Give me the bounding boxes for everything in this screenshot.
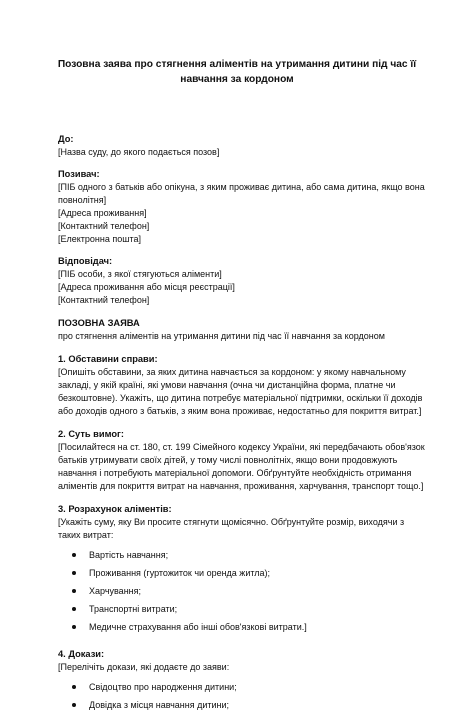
- section-heading: 1. Обставини справи:: [58, 354, 158, 364]
- section-line: навчання і потребують матеріальної допомоги. Обґрунтуйте необхідність отримання: [58, 468, 412, 478]
- to-heading: До:: [58, 134, 74, 144]
- plaintiff-block: [58, 168, 428, 246]
- section-evidence: [58, 648, 428, 712]
- list-item: Проживання (гуртожиток чи оренда житла);: [58, 567, 428, 580]
- plaintiff-address: [Адреса проживання]: [58, 208, 147, 218]
- section-line: або доходів одного з батьків, з яким вона проживає, недостатньо для покриття витрат.]: [58, 406, 422, 416]
- defendant-name: [ПІБ особи, з якої стягуються аліменти]: [58, 269, 222, 279]
- title-line-2: навчання за кордоном: [180, 74, 294, 85]
- defendant-phone: [Контактний телефон]: [58, 295, 150, 305]
- plaintiff-heading: Позивач:: [58, 169, 100, 179]
- claim-block: [58, 317, 428, 343]
- section-line: батьків утримувати своїх дітей, у тому числі повнолітніх, якщо вони продовжують: [58, 455, 398, 465]
- list-item: Вартість навчання;: [58, 549, 428, 562]
- section-line: таких витрат:: [58, 530, 114, 540]
- section-line: аліментів для покриття витрат на навчання, проживання, харчування, транспорт тощо.]: [58, 481, 424, 491]
- section-line: безкоштовне). Укажіть, що дитина потребує матеріальної підтримки, оскільки її доходів: [58, 393, 423, 403]
- claim-heading: ПОЗОВНА ЗАЯВА: [58, 318, 140, 328]
- section-calculation: [58, 503, 428, 634]
- section-line: [Перелічіть докази, які додаєте до заяви:: [58, 662, 230, 672]
- plaintiff-name-line-2: повнолітня]: [58, 195, 107, 205]
- document-body: [58, 133, 428, 717]
- claim-subtitle: про стягнення аліментів на утримання дитини під час її навчання за кордоном: [58, 331, 385, 341]
- list-item: Довідка з місця навчання дитини;: [58, 699, 428, 712]
- section-circumstances: [58, 353, 428, 418]
- plaintiff-name-line-1: [ПІБ одного з батьків або опікуна, з яким проживає дитина, або сама дитина, якщо вона: [58, 182, 425, 192]
- section-demands: [58, 428, 428, 493]
- list-item: Транспортні витрати;: [58, 603, 428, 616]
- evidence-list: [58, 681, 428, 712]
- defendant-heading: Відповідач:: [58, 256, 113, 266]
- list-item: Харчування;: [58, 585, 428, 598]
- title-line-1: Позовна заява про стягнення аліментів на утримання дитини під час її: [57, 59, 417, 70]
- court-name: [Назва суду, до якого подається позов]: [58, 147, 220, 157]
- list-item: Медичне страхування або інші обов'язкові витрати.]: [58, 621, 428, 634]
- defendant-address: [Адреса проживання або місця реєстрації]: [58, 282, 235, 292]
- section-line: закладі, у якій країні, які умови навчання (очна чи дистанційна форма, платне чи: [58, 380, 396, 390]
- plaintiff-phone: [Контактний телефон]: [58, 221, 150, 231]
- section-heading: 2. Суть вимог:: [58, 429, 125, 439]
- to-block: [58, 133, 428, 159]
- defendant-block: [58, 255, 428, 307]
- expense-list: [58, 549, 428, 634]
- section-heading: 3. Розрахунок аліментів:: [58, 504, 172, 514]
- section-line: [Опишіть обставини, за яких дитина навчається за кордоном: у якому навчальному: [58, 367, 406, 377]
- document-title: [40, 57, 434, 87]
- section-heading: 4. Докази:: [58, 649, 105, 659]
- section-line: [Укажіть суму, яку Ви просите стягнути щомісячно. Обґрунтуйте розмір, виходячи з: [58, 517, 405, 527]
- section-line: [Посилайтеся на ст. 180, ст. 199 Сімейного кодексу України, які передбачають обов'язок: [58, 442, 425, 452]
- list-item: Свідоцтво про народження дитини;: [58, 681, 428, 694]
- plaintiff-email: [Електронна пошта]: [58, 234, 142, 244]
